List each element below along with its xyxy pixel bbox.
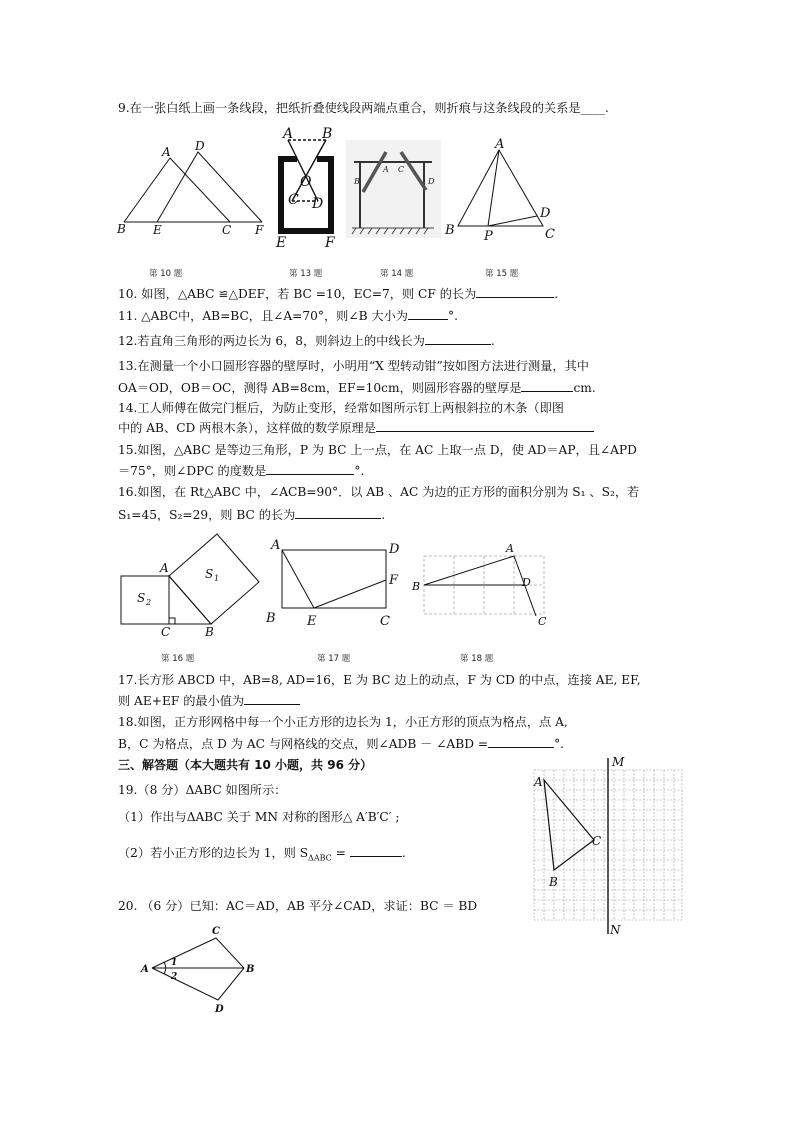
caption-15: 第 15 题 — [485, 269, 519, 279]
f14-label-B: B — [354, 177, 360, 186]
f13-label-O: O — [300, 174, 312, 190]
section-3-heading: 三、解答题（本大题共有 10 小题，共 96 分） — [118, 758, 373, 772]
f17-label-D: D — [389, 542, 400, 557]
q12-end: . — [490, 334, 495, 348]
q14-text: 中的 AB、CD 两根木条），这样做的数学原理是 — [118, 421, 376, 435]
f19-label-M: M — [612, 755, 625, 769]
question-13-line2 — [118, 380, 596, 396]
f17-label-C: C — [380, 614, 390, 629]
f15-label-C: C — [545, 227, 555, 242]
f14-label-A: A — [383, 165, 389, 174]
q18-text: B，C 为格点，点 D 为 AC 与网格线的交点，则∠ADB － ∠ABD = — [118, 737, 489, 751]
f13-label-B: B — [322, 126, 333, 142]
f10-label-F: F — [255, 223, 264, 237]
q13-text: OA＝OD，OB＝OC，测得 AB=8cm，EF=10cm，则圆形容器的壁厚是 — [118, 381, 522, 395]
f13-label-E: E — [276, 235, 287, 251]
question-19-part2 — [118, 845, 406, 866]
f16-label-C: C — [161, 625, 171, 639]
f10-label-A: A — [162, 145, 171, 159]
f16-label-S1-sub: 1 — [214, 574, 220, 583]
figure-10 — [112, 138, 272, 238]
caption-14: 第 14 题 — [380, 269, 414, 279]
f10-label-C: C — [222, 223, 232, 237]
f16-label-B: B — [205, 625, 214, 639]
f10-label-B: B — [117, 222, 126, 236]
f16-label-S2-sub: 2 — [146, 598, 152, 607]
figure-18 — [408, 540, 560, 630]
f19-label-B: B — [549, 875, 558, 889]
figure-17 — [262, 536, 404, 632]
question-11 — [118, 308, 458, 324]
question-19-heading: 19.（8 分）ΔABC 如图所示： — [118, 783, 287, 797]
caption-18: 第 18 题 — [460, 654, 494, 664]
f19-label-N: N — [610, 923, 621, 937]
f14-label-D: D — [428, 177, 435, 186]
q10-text: 10. 如图，△ABC ≌△DEF，若 BC =10，EC=7，则 CF 的长为 — [118, 287, 477, 301]
figure-14 — [346, 140, 441, 238]
q16-end: . — [381, 508, 386, 522]
f13-label-F: F — [325, 235, 335, 251]
f18-label-A: A — [506, 542, 514, 555]
f15-label-B: B — [445, 223, 455, 238]
f15-label-D: D — [540, 206, 551, 221]
f16-label-A: A — [160, 561, 169, 575]
q15-end: °. — [354, 464, 365, 478]
question-18-line2 — [118, 736, 564, 752]
figure-13 — [272, 126, 347, 251]
f20-label-B: B — [246, 964, 255, 975]
question-17-line2 — [118, 693, 300, 709]
f15-label-P: P — [484, 229, 493, 244]
q19-p2-text: （2）若小正方形的边长为 1，则 S — [118, 846, 309, 860]
question-13-line1: 13.在测量一个小口圆形容器的壁厚时，小明用“X 型转动钳”按如图方法进行测量，其中 — [118, 359, 589, 373]
question-18-line1: 18.如图，正方形网格中每一个小正方形的边长为 1，小正方形的顶点为格点，点 A, — [118, 715, 568, 729]
f17-label-B: B — [266, 611, 276, 626]
question-10 — [118, 286, 558, 302]
f18-label-C: C — [538, 615, 547, 628]
question-19-part1: （1）作出与ΔABC 关于 MN 对称的图形△ A′B′C′ ; — [118, 810, 400, 824]
caption-16: 第 16 题 — [161, 654, 195, 664]
q11-text: 11. △ABC中，AB=BC，且∠A=70°，则∠B 大小为 — [118, 309, 408, 323]
f19-label-C: C — [592, 834, 602, 848]
f17-label-F: F — [389, 573, 399, 588]
f16-label-S1: S — [205, 567, 214, 581]
f10-label-D: D — [195, 139, 205, 153]
figure-16 — [115, 530, 265, 642]
f17-label-A: A — [271, 538, 281, 553]
f20-label-angle2: 2 — [171, 972, 178, 982]
figure-19 — [528, 752, 688, 940]
q17-text: 则 AE+EF 的最小值为 — [118, 694, 245, 708]
question-16-line1: 16.如图，在 Rt△ABC 中，∠ACB=90°．以 AB 、AC 为边的正方形的面积分别为 S₁ 、S₂，若 — [118, 485, 640, 499]
q12-text: 12.若直角三角形的两边长为 6，8，则斜边上的中线长为 — [118, 334, 425, 348]
q16-text: S₁=45，S₂=29，则 BC 的长为 — [118, 508, 296, 522]
question-9: 9.在一张白纸上画一条线段，把纸折叠使线段两端点重合，则折痕与这条线段的关系是____. — [118, 101, 609, 115]
f20-label-A: A — [141, 964, 149, 975]
q18-end: °. — [554, 737, 565, 751]
f16-label-S2: S — [137, 591, 146, 605]
f18-label-D: D — [522, 576, 531, 589]
q19-p2-eq: = — [331, 846, 346, 860]
f20-label-angle1: 1 — [171, 958, 178, 968]
q19-p2-sub: ΔABC — [308, 853, 332, 863]
q10-end: . — [554, 287, 559, 301]
question-14-line1: 14.工人师傅在做完门框后，为防止变形，经常如图所示钉上两根斜拉的木条（即图 — [118, 401, 564, 415]
q19-p2-end: . — [401, 846, 406, 860]
f13-label-A: A — [283, 126, 294, 142]
f18-label-B: B — [412, 580, 421, 593]
f15-label-A: A — [495, 137, 505, 152]
question-16-line2 — [118, 507, 385, 523]
f13-label-D: D — [312, 196, 324, 212]
question-17-line1: 17.长方形 ABCD 中，AB=8, AD=16，E 为 BC 边上的动点，F 为 CD 的中点，连接 AE, EF, — [118, 673, 641, 687]
f13-label-C: C — [288, 192, 299, 208]
question-15-line1: 15.如图，△ABC 是等边三角形，P 为 BC 上一点，在 AC 上取一点 D，使 AD＝AP，且∠APD — [118, 443, 637, 457]
question-12 — [118, 333, 495, 349]
caption-10: 第 10 题 — [149, 269, 183, 279]
q11-end: °. — [447, 309, 458, 323]
q15-text: ＝75°，则∠DPC 的度数是 — [118, 464, 267, 478]
f14-label-C: C — [398, 165, 405, 174]
question-20: 20. （6 分）已知：AC＝AD，AB 平分∠CAD，求证：BC ＝ BD — [118, 899, 478, 913]
question-15-line2 — [118, 463, 364, 479]
q13-end: cm. — [573, 381, 596, 395]
f20-label-D: D — [215, 1004, 224, 1015]
f19-label-A: A — [534, 775, 543, 789]
figure-15 — [443, 136, 563, 244]
f20-label-C: C — [212, 926, 220, 937]
f17-label-E: E — [307, 614, 317, 629]
caption-13: 第 13 题 — [289, 269, 323, 279]
figure-20 — [138, 924, 266, 1016]
question-14-line2 — [118, 420, 594, 436]
f10-label-E: E — [153, 223, 162, 237]
caption-17: 第 17 题 — [317, 654, 351, 664]
